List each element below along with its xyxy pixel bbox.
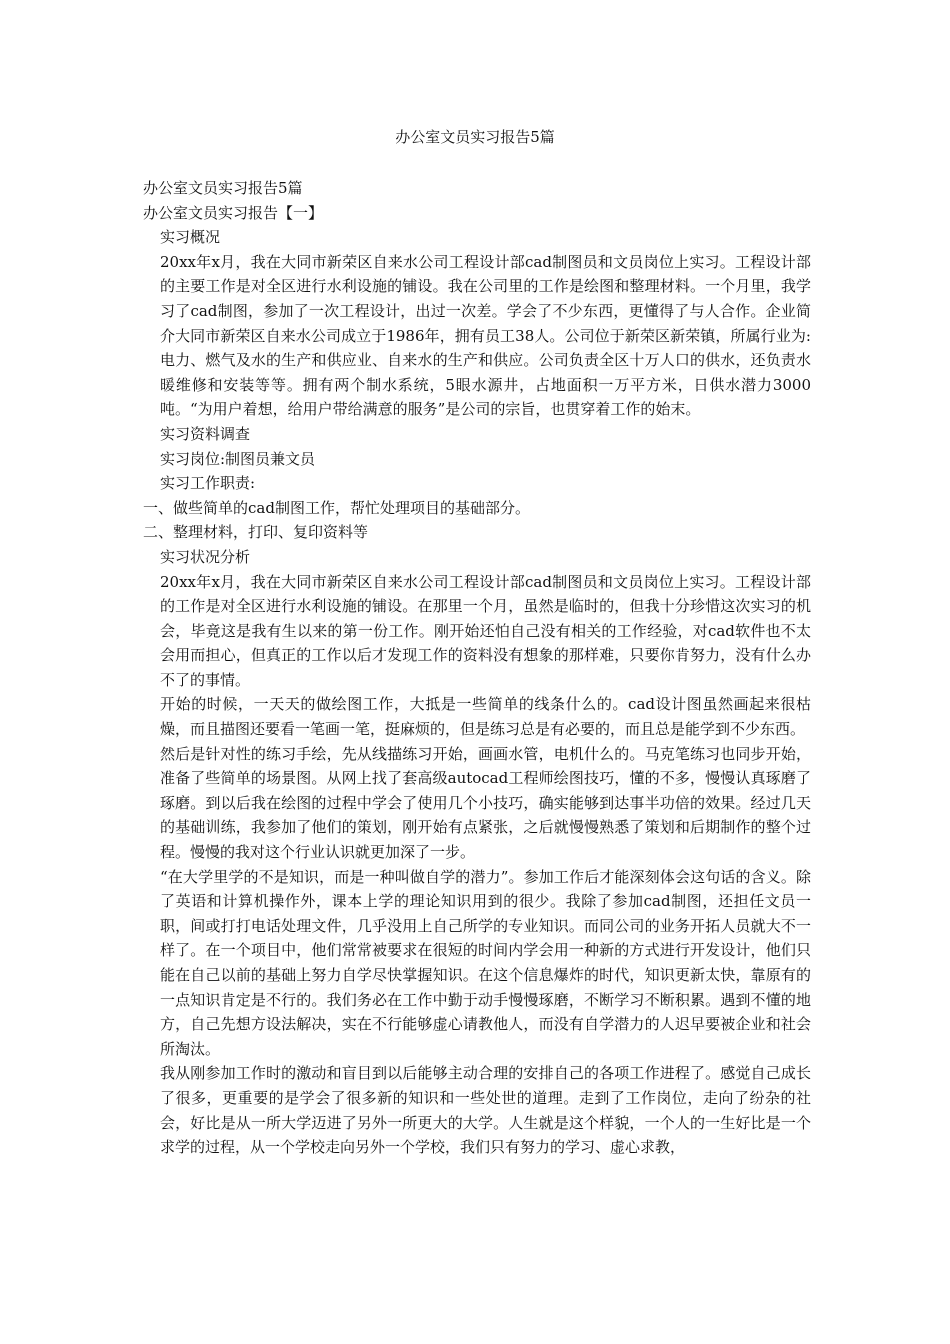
paragraph: 我从刚参加工作时的激动和盲目到以后能够主动合理的安排自己的各项工作进程了。感觉自己成长了很多，更重要的是学会了很多新的知识和一些处世的道理。走到了工作岗位，走向了纷杂的社会，好比是从一所大学迈进了另外一所更大的大学。人生就是这个样貌，一个人的一生好比是一个求学的过程，从一个学校走向另外一个学校，我们只有努力的学习、虚心求教， xyxy=(160,1064,811,1157)
text-line-duties: 实习工作职责: xyxy=(160,474,256,493)
paragraph: 20xx年x月，我在大同市新荣区自来水公司工程设计部cad制图员和文员岗位上实习。工程设计部的主要工作是对全区进行水利设施的铺设。我在公司里的工作是绘图和整理材料。一个月里，我学习了cad制图，参加了一次工程设计，出过一次差。学会了不少东西，更懂得了与人合作。企业简介大同市新荣区自来水公司成立于1986年，拥有员工38人。公司位于新荣区新荣镇，所属行业为:电力、燃气及水的生产和供应业、自来水的生产和供应。公司负责全区十万人口的供水，还负责水暖维修和安装等等。拥有两个制水系统，5眼水源井，占地面积一万平方米，日供水潜力3000吨。“为用户着想，给用户带给满意的服务”是公司的宗旨，也贯穿着工作的始末。 xyxy=(160,252,811,419)
paragraph: 开始的时候，一天天的做绘图工作，大抵是一些简单的线条什么的。cad设计图虽然画起来很枯燥，而且描图还要看一笔画一笔，挺麻烦的，但是练习总是有必要的，而且总是能学到不少东西。 xyxy=(160,695,811,739)
section-heading: 办公室文员实习报告【一】 xyxy=(143,203,324,222)
list-item: 二、整理材料，打印、复印资料等 xyxy=(143,523,369,542)
subheading-analysis: 实习状况分析 xyxy=(160,547,251,566)
paragraph: 然后是针对性的练习手绘，先从线描练习开始，画画水管，电机什么的。马克笔练习也同步开始，准备了些简单的场景图。从网上找了套高级autocad工程师绘图技巧，懂的不多，慢慢认真琢磨了琢磨。到以后我在绘图的过程中学会了使用几个小技巧，确实能够到达事半功倍的效果。经过几天的基础训练，我参加了他们的策划，刚开始有点紧张，之后就慢慢熟悉了策划和后期制作的整个过程。慢慢的我对这个行业认识就更加深了一步。 xyxy=(160,744,811,862)
paragraph: “在大学里学的不是知识，而是一种叫做自学的潜力”。参加工作后才能深刻体会这句话的含义。除了英语和计算机操作外，课本上学的理论知识用到的很少。我除了参加cad制图，还担任文员一职，间或打打电话处理文件，几乎没用上自己所学的专业知识。而同公司的业务开拓人员就大不一样了。在一个项目中，他们常常被要求在很短的时间内学会用一种新的方式进行开发设计，他们只能在自己以前的基础上努力自学尽快掌握知识。在这个信息爆炸的时代，知识更新太快，靠原有的一点知识肯定是不行的。我们务必在工作中勤于动手慢慢琢磨，不断学习不断积累。遇到不懂的地方，自己先想方设法解决，实在不行能够虚心请教他人，而没有自学潜力的人迟早要被企业和社会所淘汰。 xyxy=(160,867,811,1058)
list-item: 一、做些简单的cad制图工作，帮忙处理项目的基础部分。 xyxy=(143,498,530,517)
document-title: 办公室文员实习报告5篇 xyxy=(395,128,555,146)
document-body xyxy=(143,176,811,1160)
subheading-survey: 实习资料调查 xyxy=(160,424,251,443)
paragraph: 20xx年x月，我在大同市新荣区自来水公司工程设计部cad制图员和文员岗位上实习。工程设计部的工作是对全区进行水利设施的铺设。在那里一个月，虽然是临时的，但我十分珍惜这次实习的机会，毕竟这是我有生以来的第一份工作。刚开始还怕自己没有相关的工作经验，对cad软件也不太会用而担心，但真正的工作以后才发现工作的资料没有想象的那样难，只要你肯努力，没有什么办不了的事情。 xyxy=(160,572,811,689)
subheading-overview: 实习概况 xyxy=(160,228,221,247)
text-line-position: 实习岗位:制图员兼文员 xyxy=(160,449,316,468)
doc-heading: 办公室文员实习报告5篇 xyxy=(143,179,303,197)
